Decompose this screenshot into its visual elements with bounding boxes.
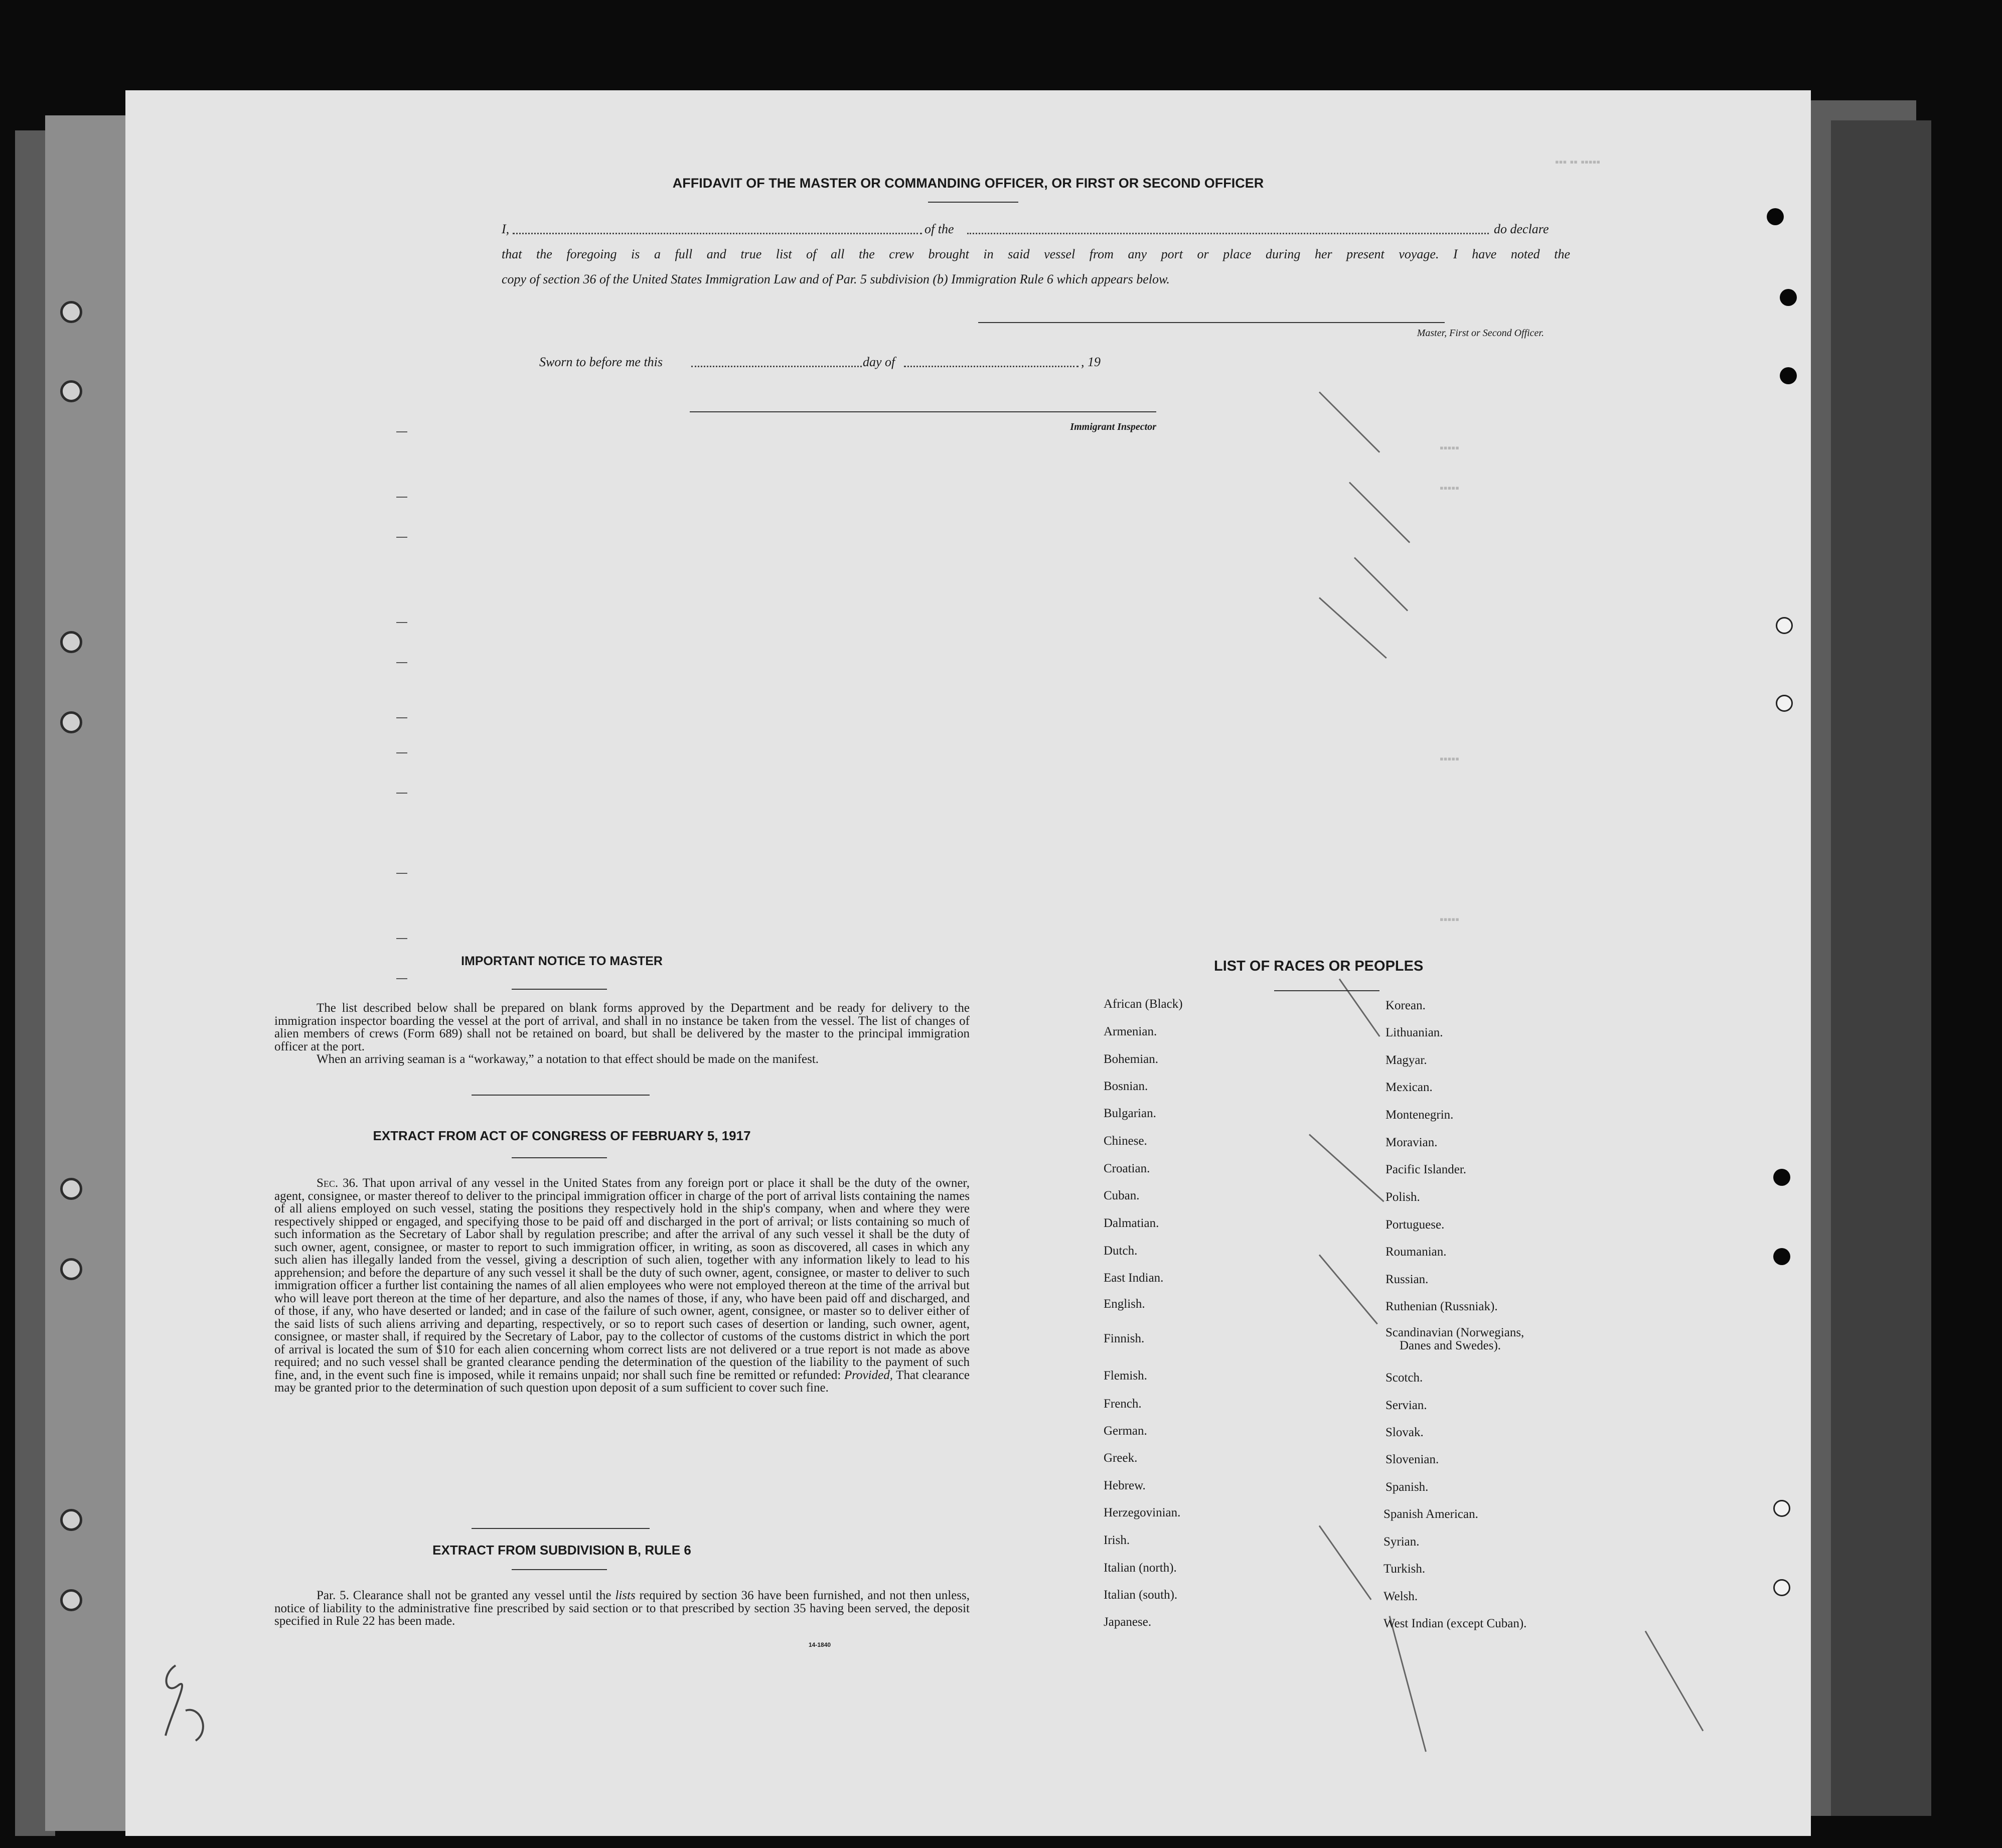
name-blank-field[interactable] bbox=[513, 233, 922, 234]
margin-tick bbox=[396, 717, 407, 718]
punch-hole bbox=[1780, 367, 1797, 384]
margin-tick bbox=[396, 938, 407, 939]
binding-hole bbox=[60, 301, 82, 323]
margin-tick bbox=[396, 537, 407, 538]
binding-hole bbox=[60, 1178, 82, 1200]
pencil-stroke bbox=[1354, 557, 1408, 611]
notice-paragraph-2: When an arriving seaman is a “workaway,” a notation to that effect should be made on the manifest. bbox=[317, 1052, 819, 1066]
pencil-stroke bbox=[1389, 1616, 1427, 1752]
race-item: West Indian (except Cuban). bbox=[1383, 1617, 1527, 1630]
extract-rule-text-end: required by section 36 have been furnished, and not then unless, notice of liability to the administrative fine prescribed by said section or to that prescribed by section 35 having been served, the deposit specified in Rule 22 has been made. bbox=[274, 1589, 970, 1628]
race-item: Flemish. bbox=[1104, 1369, 1147, 1382]
race-item: Russian. bbox=[1385, 1273, 1429, 1286]
bleed-through-text: ▪▪▪▪▪ bbox=[1440, 913, 1459, 926]
race-item: Bosnian. bbox=[1104, 1080, 1148, 1093]
race-item: Spanish American. bbox=[1383, 1507, 1478, 1521]
pencil-stroke bbox=[1319, 1525, 1372, 1600]
extract-rule-paragraph bbox=[274, 1589, 970, 1628]
affidavit-i-label: I, bbox=[502, 222, 510, 236]
punch-hole bbox=[1773, 1248, 1790, 1265]
margin-tick bbox=[396, 662, 407, 663]
race-item: Scotch. bbox=[1385, 1371, 1423, 1384]
sworn-label: Sworn to before me this bbox=[539, 355, 663, 369]
race-item: Korean. bbox=[1385, 999, 1426, 1012]
punch-hole bbox=[1773, 1500, 1790, 1517]
notice-title: IMPORTANT NOTICE TO MASTER bbox=[461, 954, 663, 968]
bleed-through-text: ▪▪▪▪▪ bbox=[1440, 482, 1459, 494]
extract-act-paragraph bbox=[274, 1177, 970, 1395]
underlying-page-right-shadow bbox=[1831, 120, 1931, 1816]
margin-tick bbox=[396, 873, 407, 874]
binding-hole bbox=[60, 1589, 82, 1611]
margin-tick bbox=[396, 497, 407, 498]
year-label: , 19 bbox=[1081, 355, 1101, 369]
race-item: Italian (south). bbox=[1104, 1588, 1178, 1602]
punch-hole bbox=[1773, 1579, 1790, 1596]
extract-act-text-end: That clearance may be granted prior to the determination of such question upon deposit of a sum sufficient to cover such fine. bbox=[274, 1368, 970, 1395]
underlying-page-left-edge bbox=[45, 115, 125, 1831]
race-item: Hebrew. bbox=[1104, 1479, 1146, 1492]
section-divider bbox=[472, 1095, 650, 1096]
master-signature-line[interactable] bbox=[978, 322, 1445, 323]
punch-hole bbox=[1767, 208, 1784, 225]
affidavit-of-the-label: of the bbox=[925, 222, 954, 236]
pencil-stroke bbox=[1319, 391, 1380, 452]
race-item: Italian (north). bbox=[1104, 1561, 1177, 1575]
affidavit-do-declare: do declare bbox=[1494, 222, 1549, 236]
margin-tick bbox=[396, 622, 407, 623]
inspector-signature-line[interactable] bbox=[690, 411, 1156, 412]
race-item: Bohemian. bbox=[1104, 1052, 1159, 1066]
race-item: Finnish. bbox=[1104, 1332, 1145, 1345]
race-item: Chinese. bbox=[1104, 1134, 1147, 1148]
pencil-stroke bbox=[1339, 979, 1380, 1037]
races-title: LIST OF RACES OR PEOPLES bbox=[1214, 958, 1424, 974]
binding-hole bbox=[60, 1258, 82, 1280]
pencil-stroke bbox=[1645, 1631, 1704, 1732]
notice-underline bbox=[512, 989, 607, 990]
vessel-blank-field[interactable] bbox=[967, 233, 1489, 234]
form-sheet bbox=[125, 90, 1811, 1836]
day-of-label: day of bbox=[863, 355, 895, 369]
extract-act-underline bbox=[512, 1157, 607, 1158]
race-item-continuation: Danes and Swedes). bbox=[1400, 1339, 1501, 1352]
pencil-stroke bbox=[1319, 1255, 1378, 1325]
month-blank-field[interactable] bbox=[904, 366, 1079, 367]
race-item: Magyar. bbox=[1385, 1053, 1427, 1067]
race-item: Roumanian. bbox=[1385, 1245, 1447, 1259]
provided-label: Provided, bbox=[844, 1368, 893, 1382]
extract-rule-text-start: Par. 5. Clearance shall not be granted any vessel until the bbox=[317, 1589, 611, 1602]
race-item: Welsh. bbox=[1383, 1590, 1418, 1603]
margin-tick bbox=[396, 793, 407, 794]
race-item: German. bbox=[1104, 1424, 1147, 1438]
bleed-through-text: ▪▪▪▪▪ bbox=[1440, 441, 1459, 454]
day-blank-field[interactable] bbox=[691, 366, 862, 367]
pencil-stroke bbox=[1349, 482, 1410, 543]
race-item: Pacific Islander. bbox=[1385, 1163, 1467, 1176]
race-item: Cuban. bbox=[1104, 1189, 1140, 1202]
master-signature-caption: Master, First or Second Officer. bbox=[1417, 328, 1544, 339]
punch-hole bbox=[1776, 617, 1793, 634]
races-underline bbox=[1274, 990, 1379, 991]
race-item: Dutch. bbox=[1104, 1244, 1138, 1258]
extract-rule-title: EXTRACT FROM SUBDIVISION B, RULE 6 bbox=[432, 1543, 691, 1558]
race-item: Irish. bbox=[1104, 1533, 1130, 1547]
title-underline bbox=[928, 202, 1018, 203]
inspector-caption: Immigrant Inspector bbox=[1070, 421, 1156, 432]
race-item: Herzegovinian. bbox=[1104, 1506, 1181, 1519]
extract-rule-underline bbox=[512, 1569, 607, 1570]
race-item: Slovenian. bbox=[1385, 1453, 1439, 1466]
race-item: East Indian. bbox=[1104, 1271, 1164, 1285]
margin-tick bbox=[396, 978, 407, 979]
affidavit-line-3: copy of section 36 of the United States Immigration Law and of Par. 5 subdivision (b) Immigration Rule 6 which appears below. bbox=[502, 272, 1170, 286]
margin-tick bbox=[396, 752, 407, 753]
race-item: Japanese. bbox=[1104, 1615, 1152, 1629]
extract-act-text: That upon arrival of any vessel in the United States from any foreign port or place it shall be the duty of the owner, agent, consignee, or master thereof to deliver to the principal immigration officer in charge of the port of arrival lists containing the names of all aliens employed on such vessel, stating the positions they respectively hold in the ship's company, when and where they were respectively shipped or engaged, and specifying those to be paid off and discharged in the port of arrival; or lists containing so much of such information as the Secretary of Labor shall by regulation prescribe; and after the arrival of any such vessel it shall be the duty of such owner, agent, consignee, or master to report to such immigration officer, in writing, as soon as discovered, all cases in which any such alien has illegally landed from the vessel, giving a description of such alien, together with any information likely to lead to his apprehension; and before the departure of any such vessel it shall be the duty of such owner, agent, consignee, or master to deliver to such immigration officer a further list containing the names of all alien employees who were not employed thereon at the time of the arrival but who will leave port thereon at the time of her departure, and also the names of those, if any, who have been paid off and discharged, and of those, if any, who have deserted or landed; and in case of the failure of such owner, agent, consignee, or master so to deliver either of the said lists of such aliens arriving and departing, respectively, or so to report such cases of desertion or landing, such owner, agent, consignee, or master shall, if required by the Secretary of Labor, pay to the collector of customs of the customs district in which the port of arrival is located the sum of $10 for each alien concerning whom correct lists are not delivered or a true report is not made as above required; and no such vessel shall be granted clearance pending the determination of the question of the liability to the payment of such fine, and, in the event such fine is imposed, while it remains unpaid; nor shall such fine be remitted or refunded: bbox=[274, 1176, 970, 1382]
bleed-through-text: ▪▪▪▪▪ bbox=[1440, 752, 1459, 765]
race-item: Montenegrin. bbox=[1385, 1108, 1454, 1122]
binding-hole bbox=[60, 1509, 82, 1531]
race-item: African (Black) bbox=[1104, 997, 1183, 1011]
form-number: 14-1840 bbox=[809, 1641, 831, 1648]
race-item: Syrian. bbox=[1383, 1535, 1420, 1549]
handwritten-mark bbox=[156, 1655, 226, 1746]
race-item: Mexican. bbox=[1385, 1081, 1433, 1094]
affidavit-title: AFFIDAVIT OF THE MASTER OR COMMANDING OFFICER, OR FIRST OR SECOND OFFICER bbox=[672, 176, 1264, 191]
race-item: Moravian. bbox=[1385, 1136, 1438, 1149]
race-item: Spanish. bbox=[1385, 1480, 1429, 1494]
race-item: Servian. bbox=[1385, 1399, 1427, 1412]
race-item: Scandinavian (Norwegians, bbox=[1385, 1326, 1524, 1339]
extract-act-title: EXTRACT FROM ACT OF CONGRESS OF FEBRUARY 5, 1917 bbox=[373, 1128, 751, 1143]
race-item: English. bbox=[1104, 1297, 1145, 1311]
race-item: Greek. bbox=[1104, 1451, 1138, 1465]
punch-hole bbox=[1773, 1169, 1790, 1186]
sec-label: Sec. 36. bbox=[317, 1176, 359, 1190]
race-item: Polish. bbox=[1385, 1190, 1420, 1204]
binding-hole bbox=[60, 380, 82, 402]
punch-hole bbox=[1780, 289, 1797, 306]
race-item: Slovak. bbox=[1385, 1426, 1424, 1439]
race-item: Croatian. bbox=[1104, 1162, 1150, 1175]
punch-hole bbox=[1776, 695, 1793, 712]
affidavit-line-2: that the foregoing is a full and true list of all the crew brought in said vessel from any port or place during her present voyage. I have noted the bbox=[502, 247, 1570, 261]
race-item: Dalmatian. bbox=[1104, 1216, 1159, 1230]
section-divider bbox=[472, 1528, 650, 1529]
race-item: Armenian. bbox=[1104, 1025, 1157, 1038]
race-item: Ruthenian (Russniak). bbox=[1385, 1300, 1498, 1313]
notice-paragraph-1: The list described below shall be prepared on blank forms approved by the Department and be ready for delivery to the immigration inspector boarding the vessel at the port of arrival, and shall in no instance be taken from the vessel. The list of changes of alien members of crews (Form 689) shall not be retained on board, but shall be delivered by the master to the principal immigration officer at the port. bbox=[274, 1001, 970, 1053]
pencil-stroke bbox=[1309, 1134, 1384, 1202]
bleed-through-text: ▪▪▪ ▪▪ ▪▪▪▪▪ bbox=[1555, 156, 1601, 168]
pencil-stroke bbox=[1319, 597, 1387, 659]
binding-hole bbox=[60, 631, 82, 653]
race-item: Lithuanian. bbox=[1385, 1026, 1443, 1039]
binding-hole bbox=[60, 711, 82, 733]
margin-tick bbox=[396, 431, 407, 432]
race-item: Turkish. bbox=[1383, 1562, 1426, 1576]
lists-word: lists bbox=[615, 1589, 636, 1602]
race-item: French. bbox=[1104, 1397, 1142, 1411]
race-item: Portuguese. bbox=[1385, 1218, 1445, 1231]
race-item: Bulgarian. bbox=[1104, 1107, 1156, 1120]
